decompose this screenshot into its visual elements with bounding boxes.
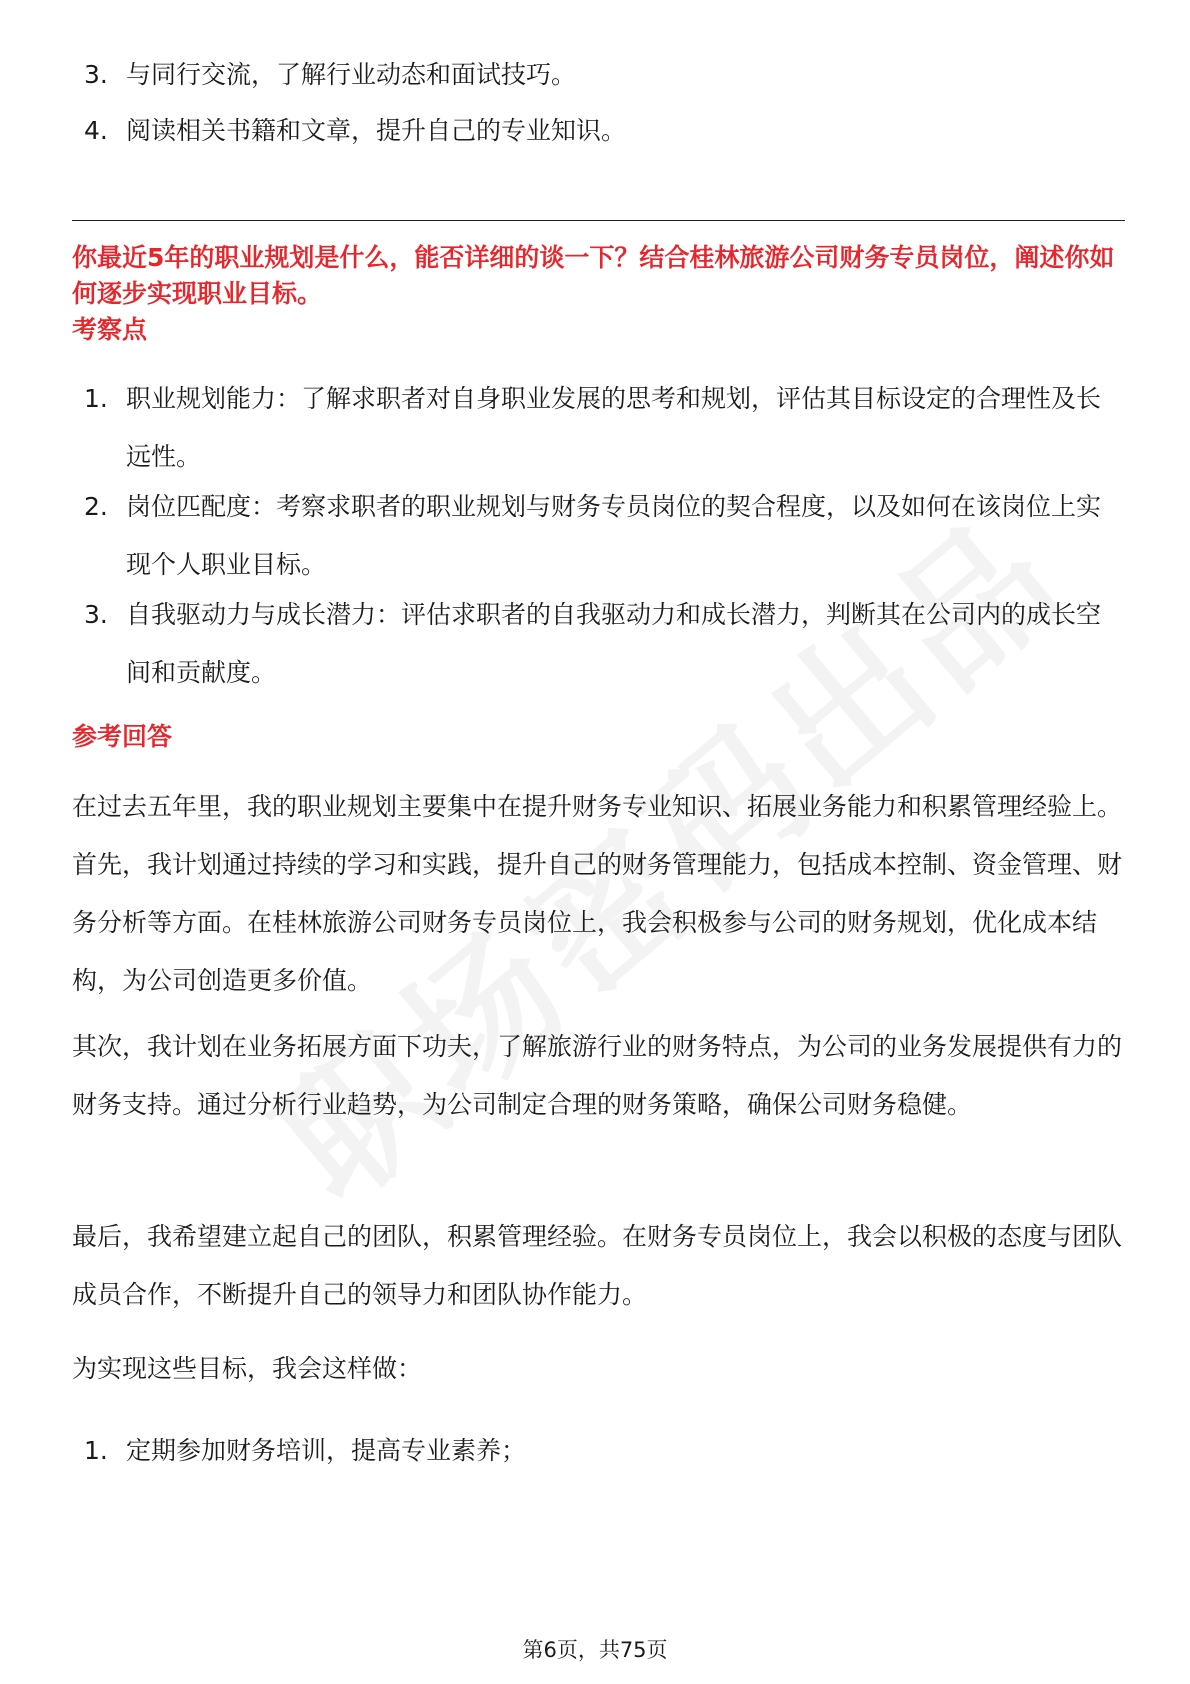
list-item-text: 定期参加财务培训，提高专业素养； bbox=[126, 1436, 527, 1465]
list-item bbox=[84, 478, 1124, 594]
list-item-text: 与同行交流，了解行业动态和面试技巧。 bbox=[126, 60, 577, 89]
answer-paragraph: 为实现这些目标，我会这样做： bbox=[72, 1354, 423, 1383]
list-item-number: 4. bbox=[84, 116, 108, 145]
answer-paragraph: 最后，我希望建立起自己的团队，积累管理经验。在财务专员岗位上，我会以积极的态度与团队成员合作，不断提升自己的领导力和团队协作能力。 bbox=[72, 1222, 1123, 1309]
list-item bbox=[84, 1422, 1124, 1480]
list-item-text: 阅读相关书籍和文章，提升自己的专业知识。 bbox=[126, 116, 627, 145]
list-item-number: 1. bbox=[84, 384, 108, 413]
list-item bbox=[84, 586, 1124, 702]
list-item-text: 岗位匹配度：考察求职者的职业规划与财务专员岗位的契合程度，以及如何在该岗位上实现个人职业目标。 bbox=[126, 492, 1102, 579]
list-item-number: 3. bbox=[84, 60, 108, 89]
section-divider bbox=[72, 220, 1125, 221]
list-item-number: 2. bbox=[84, 492, 108, 521]
list-item-text: 自我驱动力与成长潜力：评估求职者的自我驱动力和成长潜力，判断其在公司内的成长空间和贡献度。 bbox=[126, 600, 1102, 687]
list-item-text: 职业规划能力：了解求职者对自身职业发展的思考和规划，评估其目标设定的合理性及长远性。 bbox=[126, 384, 1102, 471]
interview-question: 你最近5年的职业规划是什么，能否详细的谈一下？结合桂林旅游公司财务专员岗位，阐述你如何逐步实现职业目标。 bbox=[72, 243, 1115, 308]
list-item bbox=[84, 102, 1124, 160]
list-item bbox=[84, 46, 1124, 104]
list-item bbox=[84, 370, 1124, 486]
answer-heading: 参考回答 bbox=[72, 722, 173, 751]
list-item-number: 1. bbox=[84, 1436, 108, 1465]
page-number: 第6页，共75页 bbox=[522, 1638, 668, 1662]
list-item-number: 3. bbox=[84, 600, 108, 629]
answer-paragraph: 其次，我计划在业务拓展方面下功夫，了解旅游行业的财务特点，为公司的业务发展提供有力的财务支持。通过分析行业趋势，为公司制定合理的财务策略，确保公司财务稳健。 bbox=[72, 1032, 1123, 1119]
focus-heading: 考察点 bbox=[72, 315, 148, 344]
answer-paragraph: 在过去五年里，我的职业规划主要集中在提升财务专业知识、拓展业务能力和积累管理经验上。首先，我计划通过持续的学习和实践，提升自己的财务管理能力，包括成本控制、资金管理、财务分析等方面。在桂林旅游公司财务专员岗位上，我会积极参与公司的财务规划，优化成本结构，为公司创造更多价值。 bbox=[72, 792, 1123, 995]
